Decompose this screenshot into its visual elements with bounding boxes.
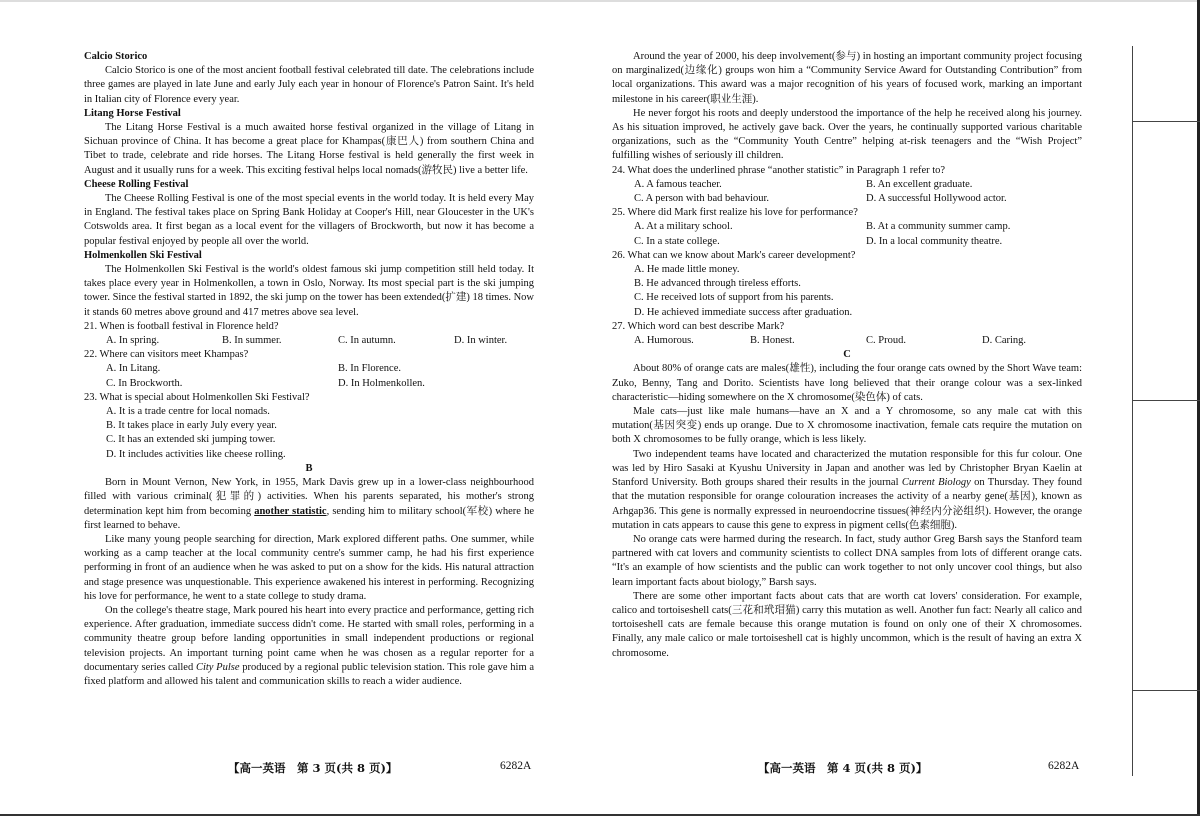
festival-title: Holmenkollen Ski Festival <box>84 249 202 261</box>
question-list <box>84 320 534 462</box>
answer-option: D. A successful Hollywood actor. <box>866 193 1007 205</box>
question-stem: 26. What can we know about Mark's career development? <box>612 249 856 261</box>
answer-option: C. In Brockworth. <box>106 377 183 389</box>
answer-option: C. Proud. <box>866 335 906 347</box>
section-heading-c: C <box>843 349 851 361</box>
festival-list <box>84 50 534 320</box>
answer-option: B. In Florence. <box>338 363 401 375</box>
festival-description: The Litang Horse Festival is a much awaited horse festival organized in the village of Litang in Sichuan province of China. It has become a great place for Khampas(康巴人) from southern China and Tibet to trade, celebrate and ride horses. The Litang Horse festival is held generally the first week in August and it usually runs for a week. This exciting festival helps local nomads(游牧民) live a better life. <box>84 122 534 176</box>
page-footer-right: 【高一英语 第 4 页(共 8 页)】 <box>758 761 928 775</box>
passage-b-paragraph-5: He never forgot his roots and deeply understood the importance of the help he received along his journey. As his situation improved, he actively gave back. Over the years, he continually supported various charitable organizations, such as the “Community Youth Centre” helping at-risk teenagers and the “Wish Project” fulfilling wishes of seriously ill children. <box>612 107 1082 162</box>
answer-option: B. Honest. <box>750 335 795 347</box>
passage-c-paragraph-4: No orange cats were harmed during the research. In fact, study author Greg Barsh says the Stanford team partnered with cat lovers and community scientists to collect DNA samples from lots of different orange cats. “It's an example of how scientists and the public can work together to not only uncover cool things, but also learn important facts about biology,” Barsh says. <box>612 533 1082 588</box>
answer-options <box>84 405 534 462</box>
answer-option: A. In spring. <box>106 335 160 347</box>
festival-description: The Holmenkollen Ski Festival is the world's oldest famous ski jump competition still held today. It takes place every year in Holmenkollen, a town in Oslo, Norway. Its most special part is the ski jumping tower. Since the festival started in 1892, the ski jump on the tower has been extended(扩建) 18 times. Now it stands 60 metres above ground and 417 metres above sea level. <box>84 264 534 318</box>
answer-option: D. In a local community theatre. <box>866 235 1003 247</box>
paper-code-left: 6282A <box>500 760 532 772</box>
question-stem: 25. Where did Mark first realize his love for performance? <box>612 207 858 219</box>
question-stem: 24. What does the underlined phrase “another statistic” in Paragraph 1 refer to? <box>612 164 946 176</box>
passage-b-paragraph-2: Like many young people searching for direction, Mark explored different paths. One summer, while working as a camp teacher at the local community centre's summer camp, he had his first experience performing in front of an audience when he was asked to put on a show for the kids. His natural attraction and stage presence was unquestionable. This experience awakened his interest in performing. Recognizing his love for performance, he went to a state college to study drama. <box>84 533 534 602</box>
answer-option: B. An excellent graduate. <box>866 178 973 190</box>
passage-b-paragraph-3: On the college's theatre stage, Mark poured his heart into every practice and performance, getting rich experience. After graduation, immediate success didn't come. He started with small roles, performing in a community theatre group before landing opportunities in small independent productions or regional television projects. An important turning point came when he was chosen as a regular reporter for a documentary series called City Pulse produced by a regional public television station. This role gave him a fixed platform and allowed his talent and communication skills to reach a wider audience. <box>84 604 534 687</box>
answer-option: B. It takes place in early July every year. <box>106 420 277 432</box>
left-page-column <box>84 50 534 689</box>
answer-options <box>612 178 1082 206</box>
answer-options <box>612 334 1082 348</box>
festival-description: Calcio Storico is one of the most ancient football festival celebrated till date. The celebrations include three games are played in late June and early July each year in honour of Florence's Patron Saint. It's held in Italian city of Florence every year. <box>84 65 534 105</box>
question-stem: 23. What is special about Holmenkollen Ski Festival? <box>84 391 310 403</box>
answer-option: C. It has an extended ski jumping tower. <box>106 434 276 446</box>
binding-tick <box>1132 400 1200 401</box>
answer-options <box>84 362 534 390</box>
right-page-column <box>612 50 1082 661</box>
answer-option: D. In winter. <box>454 335 508 347</box>
top-edge <box>0 0 1200 2</box>
underlined-phrase: another statistic <box>254 505 327 517</box>
answer-option: C. In autumn. <box>338 335 396 347</box>
passage-c-paragraph-3: Two independent teams have located and characterized the mutation responsible for this fur colour. One was led by Hiro Sasaki at Kyushu University in Japan and another was led by Christopher Bryan Kaelin at Stanford University. Both groups shared their results in the journal Current Biology on Thursday. They found that the mutation responsible for orange colouration increases the activity of a nearby gene(基因), known as Arhgap36. This gene is normally expressed in neuroendocrine tissues(神经内分泌组织). However, the orange mutation in cats appears to cause this gene to express in pigment cells(色素细胞). <box>612 448 1082 531</box>
question-stem: 21. When is football festival in Florence held? <box>84 320 279 332</box>
question-list <box>612 164 1082 349</box>
binding-tick <box>1132 121 1200 122</box>
passage-c-paragraph-2: Male cats—just like male humans—have an X and a Y chromosome, so any male cat with this mutation(基因突变) ends up orange. Due to X chromosome inactivation, female cats require the mutation on both X chromosomes to be fully orange, which is less likely. <box>612 406 1082 446</box>
answer-options <box>612 220 1082 248</box>
festival-title: Calcio Storico <box>84 51 148 62</box>
answer-option: A. In Litang. <box>106 363 161 375</box>
answer-option: C. He received lots of support from his parents. <box>634 292 834 304</box>
page-footer-left: 【高一英语 第 3 页(共 8 页)】 <box>228 761 398 775</box>
binding-margin-line <box>1132 46 1133 776</box>
festival-description: The Cheese Rolling Festival is one of the most special events in the world today. It is held every May in England. The festival takes place on Spring Bank Holiday at Cooper's Hill, near Gloucester in the UK's Cotswolds area. It first began as a local event for the villagers of Brockworth, but now it has become a popular festival enjoyed by people all over the world. <box>84 193 534 247</box>
question-stem: 22. Where can visitors meet Khampas? <box>84 349 249 361</box>
festival-title: Litang Horse Festival <box>84 107 181 119</box>
festival-title: Cheese Rolling Festival <box>84 178 189 190</box>
binding-tick <box>1132 690 1200 691</box>
answer-option: C. In a state college. <box>634 235 720 247</box>
answer-option: B. In summer. <box>222 335 282 347</box>
answer-option: D. It includes activities like cheese rolling. <box>106 448 286 460</box>
passage-b-paragraph-1: Born in Mount Vernon, New York, in 1955, Mark Davis grew up in a lower-class neighbourhood filled with various criminal(犯罪的) activities. When his parents separated, his mother's strong determination kept him from becoming another statistic, sending him to military school(军校) where he first learned to behave. <box>84 477 534 531</box>
section-heading-b: B <box>305 462 313 474</box>
passage-c-paragraph-1: About 80% of orange cats are males(雄性), including the four orange cats owned by the Short Wave team: Zuko, Benny, Tang and Dorito. Scientists have long believed that their orange colour was a sex-linked characteristic—hiding somewhere on the X chromosome(染色体) of cats. <box>612 363 1082 403</box>
passage-c-paragraph-5: There are some other important facts about cats that are worth cat lovers' consideration. For example, calico and tortoiseshell cats(三花和玳瑁猫) carry this mutation as well. Another fun fact: Nearly all calico and tortoiseshell cats are female because this orange mutation is found on only one of their X chromosomes. Finally, any male calico or male tortoiseshell cat is highly uncommon, which is the result of having an extra X chromosome. <box>612 590 1082 659</box>
answer-option: B. He advanced through tireless efforts. <box>634 278 801 290</box>
answer-option: A. A famous teacher. <box>634 178 722 190</box>
answer-option: A. Humorous. <box>634 335 694 347</box>
answer-option: B. At a community summer camp. <box>866 221 1011 233</box>
answer-options <box>84 334 534 348</box>
answer-option: D. Caring. <box>982 335 1027 347</box>
answer-option: C. A person with bad behaviour. <box>634 193 770 205</box>
answer-option: A. At a military school. <box>634 221 733 233</box>
answer-option: A. He made little money. <box>634 264 740 276</box>
answer-options <box>612 263 1082 320</box>
answer-option: D. He achieved immediate success after graduation. <box>634 306 853 318</box>
answer-option: A. It is a trade centre for local nomads. <box>106 406 270 418</box>
answer-option: D. In Holmenkollen. <box>338 377 425 389</box>
passage-b-paragraph-4: Around the year of 2000, his deep involvement(参与) in hosting an important community project focusing on marginalized(边缘化) groups won him a “Community Service Award for Outstanding Contribution” from local organizations. This award was a major recognition of his years of focused work, marking an important milestone in his career(职业生涯). <box>612 51 1082 105</box>
paper-code-right: 6282A <box>1048 760 1080 772</box>
question-stem: 27. Which word can best describe Mark? <box>612 320 785 332</box>
